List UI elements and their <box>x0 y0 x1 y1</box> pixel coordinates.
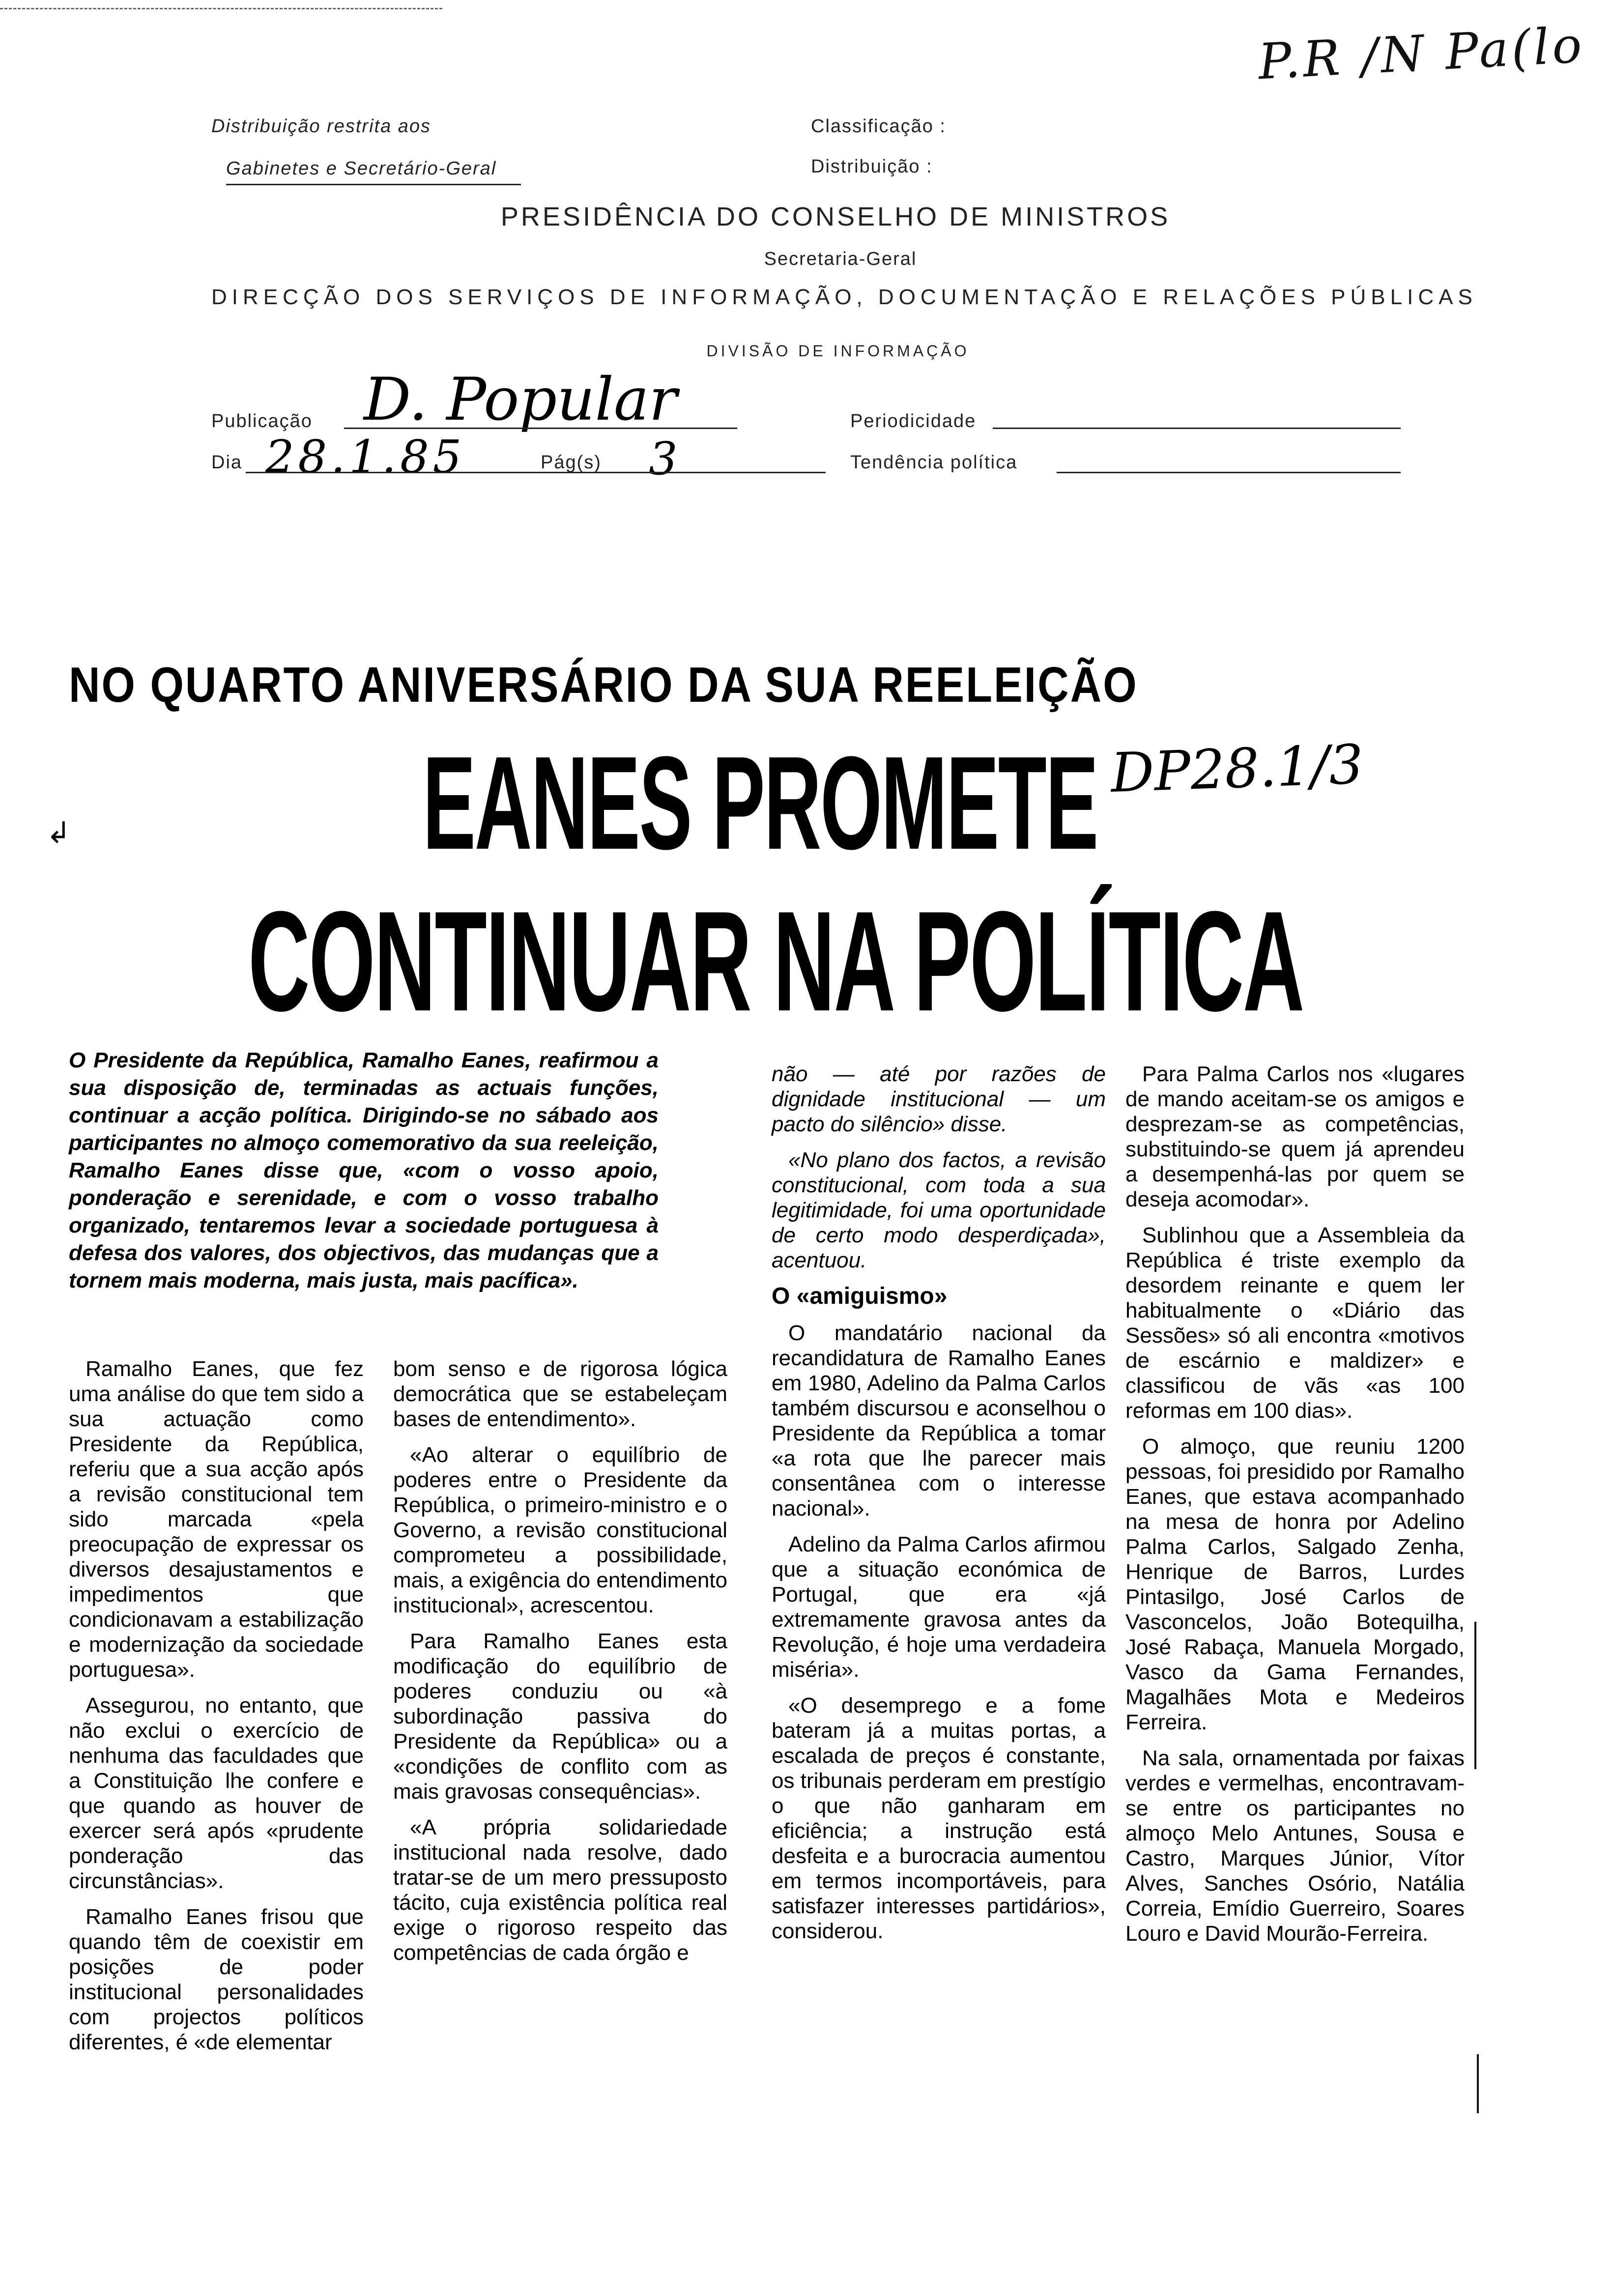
margin-mark <box>1477 2054 1479 2113</box>
article-kicker: NO QUARTO ANIVERSÁRIO DA SUA REELEIÇÃO <box>69 657 1138 713</box>
paragraph: «Ao alterar o equilíbrio de poderes entre o Presidente da República, o primeiro-ministro e o Governo, a revisão constitucional comprometeu a possibilidade, mais, a exigência do entendimento institucional», acrescentou. <box>393 1443 727 1617</box>
paragraph: «O desemprego e a fome bateram já a muitas portas, a escalada de preços é constante, os tribunais perderam em prestígio o que não ganharam em eficiência; a instrução está desfeita e a burocracia aumentou em termos incomportáveis, para satisfazer interesses partidários», considerou. <box>772 1693 1106 1943</box>
paragraph: «No plano dos factos, a revisão constitucional, com toda a sua legitimidade, foi uma oportunidade de certo modo desperdiçada», acentuou. <box>772 1148 1106 1272</box>
paragraph: Sublinhou que a Assembleia da República é triste exemplo da desordem reinante e quem ler habitualmente o «Diário das Sessões» só ali encontra «motivos de escárnio e maldizer» e classificou de vãs «as 100 reformas em 100 dias». <box>1125 1223 1465 1423</box>
paragraph: Na sala, ornamentada por faixas verdes e vermelhas, encontravam-se entre os participantes no almoço Melo Antunes, Sousa e Castro, Marques Júnior, Vítor Alves, Sanches Osório, Natália Correia, Emídio Guerreiro, Soares Louro e David Mourão-Ferreira. <box>1125 1746 1465 1946</box>
distribution-note-line2: Gabinetes e Secretário-Geral <box>226 158 497 179</box>
article-column-3 <box>772 1062 1106 1954</box>
paragraph: Ramalho Eanes frisou que quando têm de coexistir em posições de poder institucional personalidades com projectos políticos diferentes, é «de elementar <box>69 1905 364 2054</box>
stray-pen-mark: ↲ <box>46 816 71 849</box>
paragraph: Adelino da Palma Carlos afirmou que a situação económica de Portugal, que era «já extremamente gravosa antes da Revolução, é hoje uma verdadeira miséria». <box>772 1532 1106 1682</box>
article-column-1 <box>69 1356 364 2066</box>
classification-label: Classificação : <box>811 116 946 137</box>
article-lead: O Presidente da República, Ramalho Eanes, reafirmou a sua disposição de, terminadas as actuais funções, continuar a acção política. Dirigindo-se no sábado aos participantes no almoço comemorativo da sua reeleição, Ramalho Eanes disse que, «com o vosso apoio, ponderação e serenidade, e com o vosso trabalho organizado, tentaremos levar a sociedade portuguesa à defesa dos valores, dos objectivos, das mudanças que a tornem mais moderna, mais justa, mais pacífica». <box>69 1048 659 1292</box>
periodicity-underline <box>993 428 1401 429</box>
article-column-2 <box>393 1356 727 1976</box>
day-label: Dia <box>211 452 243 473</box>
handwritten-reference: DP28.1/3 <box>1109 733 1365 804</box>
division-title: DIVISÃO DE INFORMAÇÃO <box>706 342 970 360</box>
distribution-note-line1: Distribuição restrita aos <box>211 116 432 137</box>
paragraph: Assegurou, no entanto, que não exclui o exercício de nenhuma das faculdades que a Constituição lhe confere e que quando as houver de exercer será após «prudente ponderação das circunstâncias». <box>69 1693 364 1893</box>
political-tendency-underline <box>1057 472 1401 473</box>
page-label: Pág(s) <box>541 452 602 473</box>
secretariat-subtitle: Secretaria-Geral <box>764 249 917 269</box>
paragraph: Para Ramalho Eanes esta modificação do equilíbrio de poderes conduziu ou «à subordinação passiva do Presidente da República» ou a «condições de conflito com as mais gravosas consequências». <box>393 1629 727 1804</box>
paragraph: não — até por razões de dignidade institucional — um pacto do silêncio» disse. <box>772 1062 1106 1136</box>
publication-underline <box>344 428 737 429</box>
day-value: 28.1.85 <box>265 430 466 483</box>
section-subhead: O «amiguismo» <box>772 1283 948 1309</box>
paragraph: Para Palma Carlos nos «lugares de mando aceitam-se os amigos e desprezam-se as competências, substituindo-se quem já aprendeu a desempenhá-las por quem se deseja acomodar». <box>1125 1062 1465 1211</box>
paragraph: «A própria solidariedade institucional nada resolve, dado tratar-se de um mero pressuposto tácito, cuja existência política real exige o rigoroso respeito das competências de cada órgão e <box>393 1815 727 1965</box>
directorate-title: DIRECÇÃO DOS SERVIÇOS DE INFORMAÇÃO, DOCUMENTAÇÃO E RELAÇÕES PÚBLICAS <box>211 285 1477 309</box>
paragraph: O almoço, que reuniu 1200 pessoas, foi presidido por Ramalho Eanes, que estava acompanhado na mesa de honra por Adelino Palma Carlos, Salgado Zenha, Henrique de Barros, Lurdes Pintasilgo, José Carlos de Vasconcelos, João Botequilha, José Rabaça, Manuela Morgado, Vasco da Gama Fernandes, Magalhães Mota e Medeiros Ferreira. <box>1125 1435 1465 1734</box>
publication-label: Publicação <box>211 411 313 431</box>
day-underline <box>246 472 826 473</box>
headline-line1: EANES PROMETE <box>423 729 1098 877</box>
page-value: 3 <box>649 432 678 485</box>
publication-value: D. Popular <box>364 366 677 434</box>
periodicity-label: Periodicidade <box>850 411 977 431</box>
article-column-4 <box>1125 1062 1465 1957</box>
presidency-title: PRESIDÊNCIA DO CONSELHO DE MINISTROS <box>500 202 1171 231</box>
paragraph: bom senso e de rigorosa lógica democrática que se estabeleçam bases de entendimento». <box>393 1357 727 1431</box>
paragraph: O mandatário nacional da recandidatura de Ramalho Eanes em 1980, Adelino da Palma Carlos também discursou e aconselhou o Presidente da República a tomar «a rota que lhe parecer mais consentânea com o interesse nacional». <box>772 1321 1106 1521</box>
divider <box>226 184 521 185</box>
handwritten-corner-note: P.R /N Pa(lo <box>1257 16 1586 91</box>
margin-mark <box>1474 1622 1476 1769</box>
top-dashed-line <box>0 8 442 9</box>
headline-line2: CONTINUAR NA POLÍTICA <box>248 882 1304 1041</box>
distribution-label: Distribuição : <box>811 156 933 177</box>
paragraph: Ramalho Eanes, que fez uma análise do que tem sido a sua actuação como Presidente da República, referiu que a sua acção após a revisão constitucional tem sido marcada «pela preocupação de expressar os diversos desajustamentos e impedimentos que condicionavam a estabilização e modernização da sociedade portuguesa». <box>69 1357 364 1682</box>
political-tendency-label: Tendência política <box>850 452 1018 473</box>
